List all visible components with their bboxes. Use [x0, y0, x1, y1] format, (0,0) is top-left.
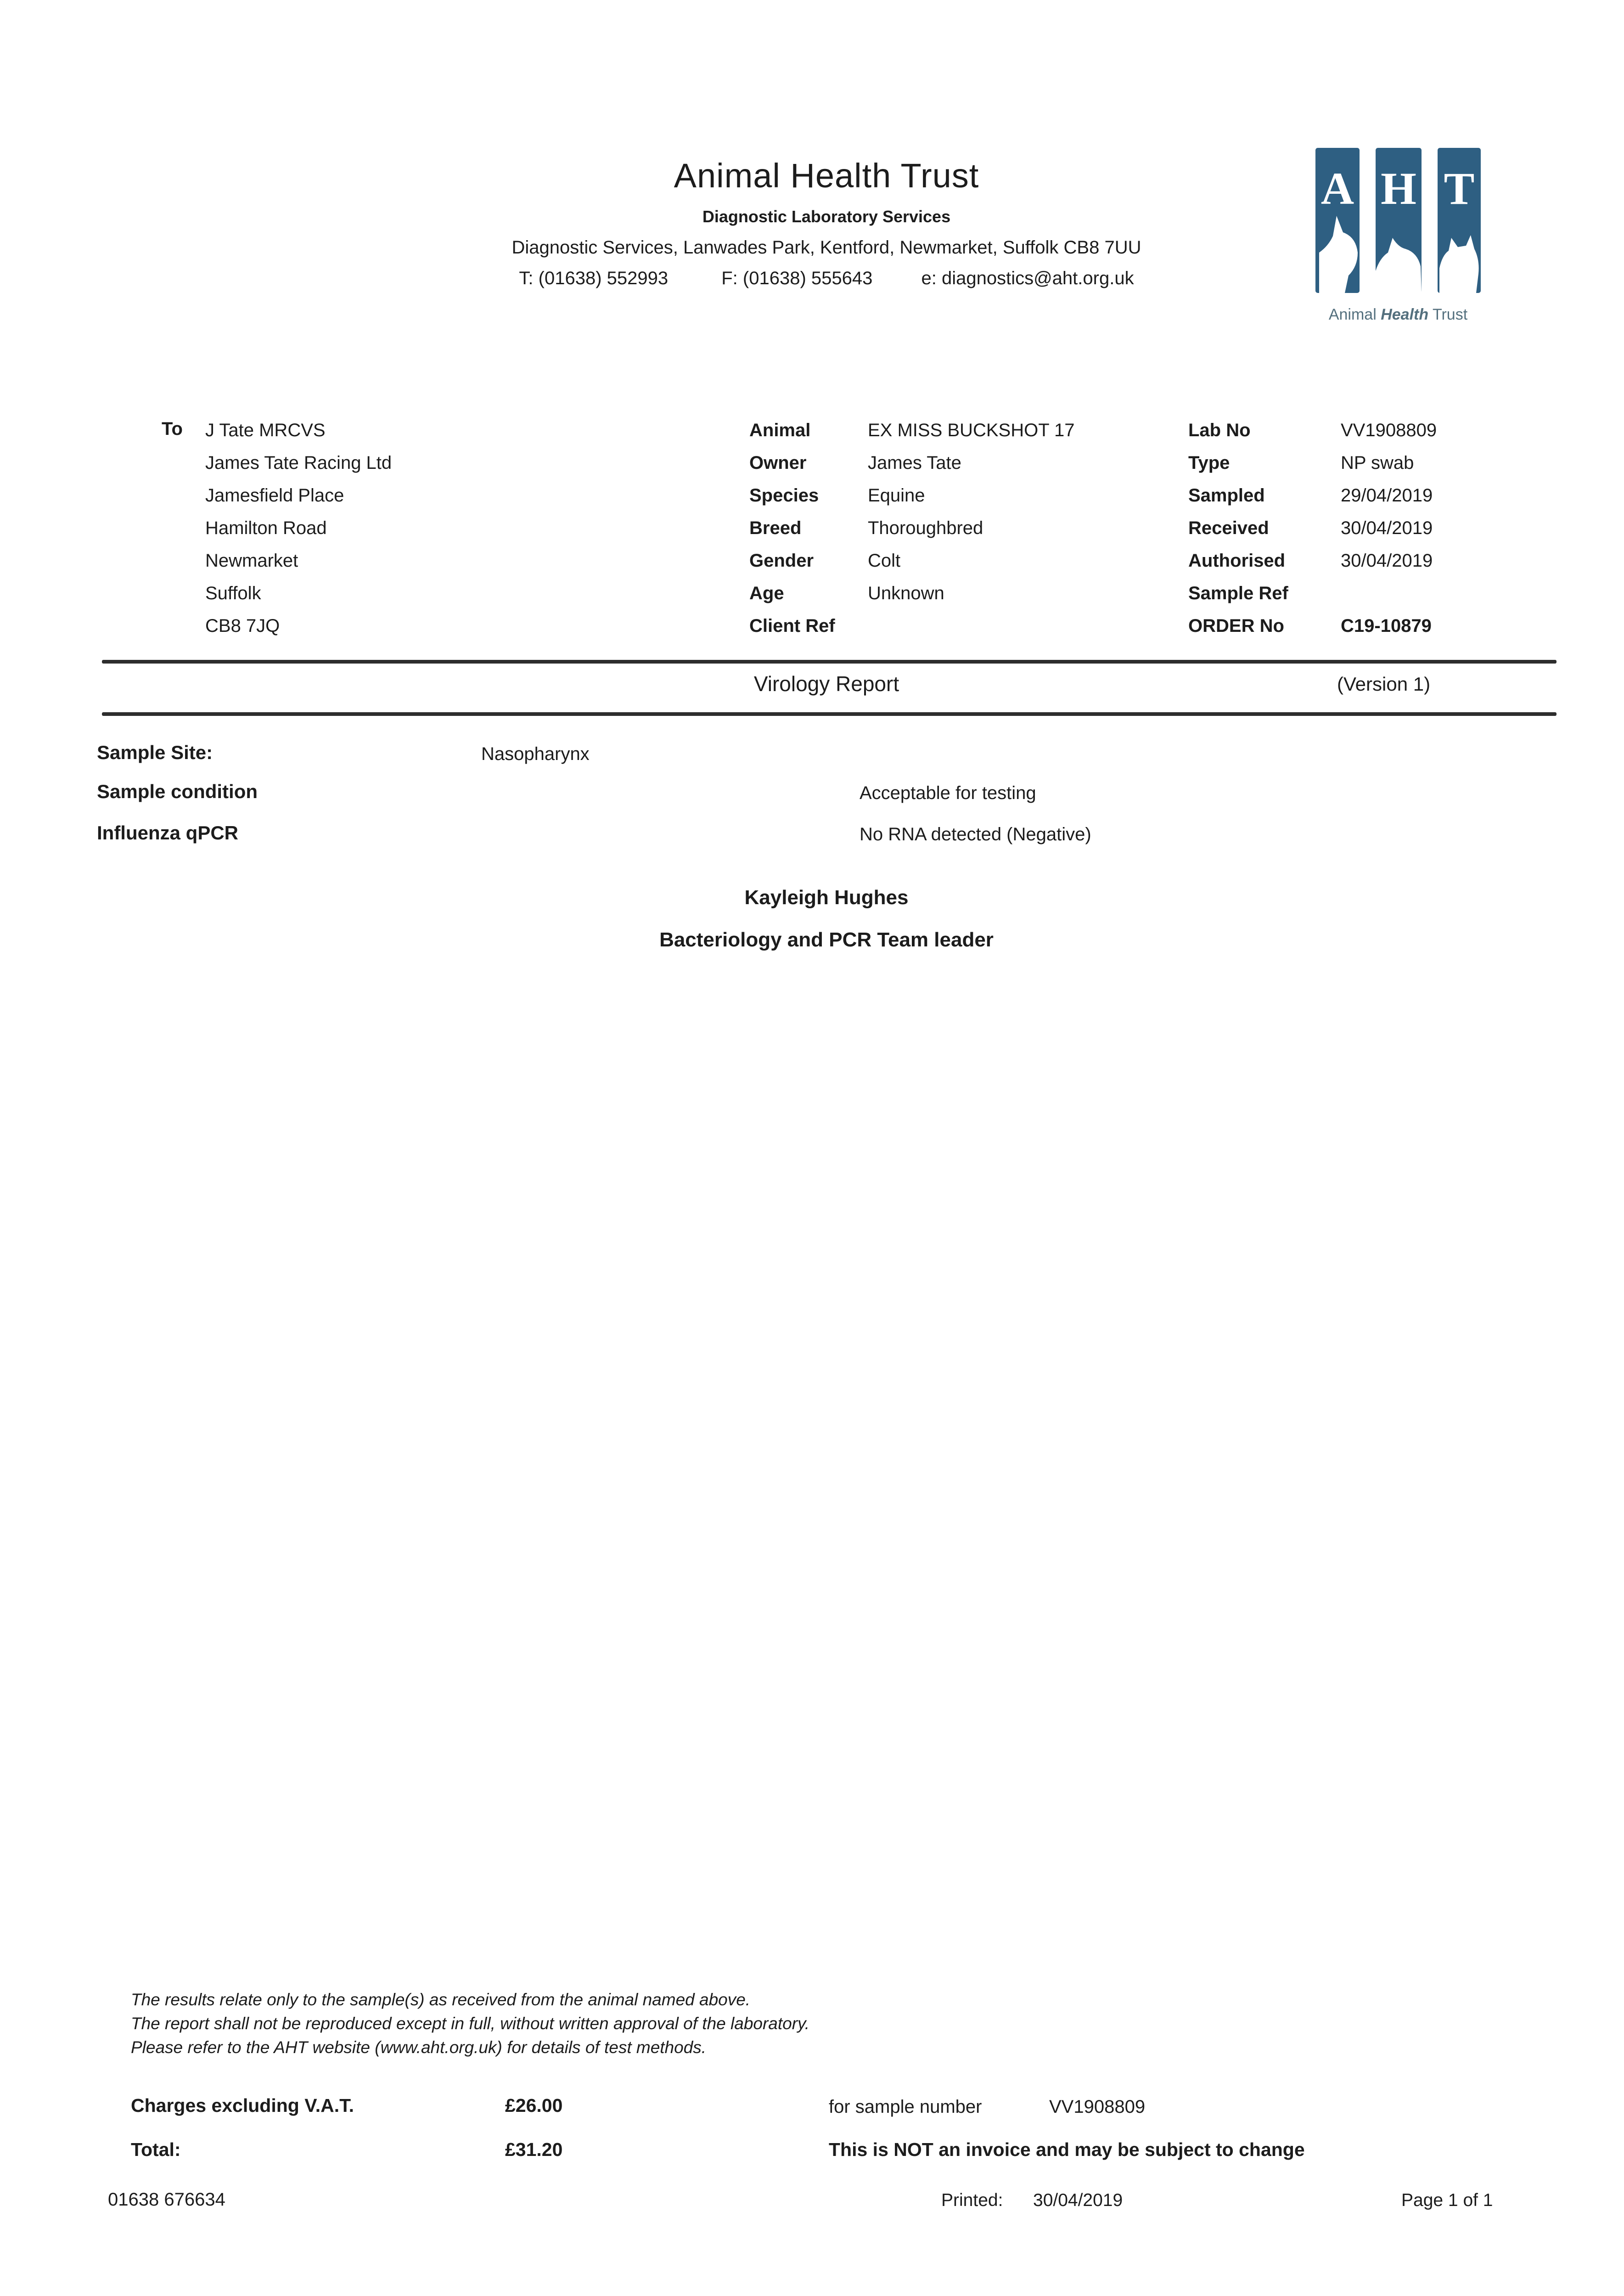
- field-label: Type: [1188, 453, 1230, 473]
- field-value: NP swab: [1341, 453, 1414, 473]
- field-label: Species: [749, 485, 819, 506]
- detail-row: [749, 451, 1075, 484]
- field-label: Sampled: [1188, 485, 1265, 506]
- sample-number: VV1908809: [1049, 2097, 1146, 2117]
- printed-label: Printed:: [941, 2190, 1003, 2210]
- field-label: Authorised: [1188, 551, 1286, 571]
- influenza-qpcr-value: No RNA detected (Negative): [860, 824, 1091, 844]
- field-value: Unknown: [868, 583, 944, 603]
- field-label: Lab No: [1188, 420, 1251, 440]
- field-label: Client Ref: [749, 616, 835, 636]
- field-label: Age: [749, 583, 784, 603]
- field-label: Gender: [749, 551, 814, 571]
- for-sample-number-label: for sample number: [829, 2097, 982, 2117]
- aht-logo: [1315, 148, 1481, 324]
- logo-caption-animal: Animal: [1328, 306, 1381, 323]
- recipient-line: James Tate Racing Ltd: [205, 453, 392, 473]
- horizontal-rule: [102, 660, 1557, 664]
- disclaimer-line: The report shall not be reproduced except in full, without written approval of the laboratory.: [131, 2014, 810, 2033]
- detail-row: [1188, 419, 1437, 451]
- field-value: VV1908809: [1341, 420, 1437, 440]
- recipient-line: Jamesfield Place: [205, 485, 344, 506]
- logo-letter-t: T: [1444, 163, 1475, 214]
- field-value: EX MISS BUCKSHOT 17: [868, 420, 1075, 440]
- phone-number: T: (01638) 552993: [519, 268, 669, 288]
- recipient-line: Newmarket: [205, 551, 298, 571]
- recipient-line: Hamilton Road: [205, 518, 327, 538]
- field-value: Thoroughbred: [868, 518, 983, 538]
- field-label: Sample Ref: [1188, 583, 1288, 603]
- detail-row: [1188, 582, 1437, 614]
- detail-row: [749, 614, 1075, 647]
- charges-label: Charges excluding V.A.T.: [131, 2095, 354, 2116]
- logo-caption: [1315, 306, 1481, 324]
- disclaimer: [131, 1989, 809, 2061]
- field-value: James Tate: [868, 453, 961, 473]
- field-value: 30/04/2019: [1341, 551, 1433, 571]
- signatory-role: Bacteriology and PCR Team leader: [659, 929, 994, 951]
- influenza-qpcr-label: Influenza qPCR: [97, 822, 239, 844]
- detail-row: [1188, 517, 1437, 549]
- report-version: (Version 1): [1337, 673, 1431, 695]
- detail-row: [1188, 614, 1437, 647]
- field-label: Animal: [749, 420, 811, 440]
- detail-row: [749, 517, 1075, 549]
- disclaimer-line: Please refer to the AHT website (www.aht.org.uk) for details of test methods.: [131, 2038, 707, 2057]
- detail-row: [1188, 451, 1437, 484]
- sample-site-label: Sample Site:: [97, 742, 213, 763]
- email-address: e: diagnostics@aht.org.uk: [921, 268, 1134, 288]
- aht-logo-graphic: [1315, 148, 1481, 293]
- invoice-notice: This is NOT an invoice and may be subject to change: [829, 2139, 1305, 2160]
- order-number: C19-10879: [1341, 616, 1432, 636]
- animal-details: [749, 419, 1075, 647]
- field-value: 29/04/2019: [1341, 485, 1433, 506]
- charges-value: £26.00: [505, 2095, 563, 2116]
- horizontal-rule: [102, 712, 1557, 716]
- recipient-address: [205, 419, 392, 647]
- recipient-line: Suffolk: [205, 583, 261, 603]
- detail-row: [1188, 484, 1437, 517]
- field-label: ORDER No: [1188, 616, 1284, 636]
- sample-condition-value: Acceptable for testing: [860, 783, 1036, 803]
- sample-condition-label: Sample condition: [97, 781, 258, 802]
- logo-letter-h: H: [1381, 163, 1416, 214]
- total-label: Total:: [131, 2139, 181, 2160]
- field-label: Owner: [749, 453, 807, 473]
- detail-row: [749, 549, 1075, 582]
- logo-caption-health: Health: [1381, 306, 1429, 323]
- field-value: 30/04/2019: [1341, 518, 1433, 538]
- detail-row: [1188, 549, 1437, 582]
- recipient-line: J Tate MRCVS: [205, 420, 326, 440]
- field-label: Breed: [749, 518, 802, 538]
- field-value: Equine: [868, 485, 925, 506]
- printed-date: 30/04/2019: [1033, 2190, 1123, 2210]
- page-number: Page 1 of 1: [1401, 2190, 1493, 2210]
- signatory-name: Kayleigh Hughes: [744, 886, 909, 909]
- fax-number: F: (01638) 555643: [721, 268, 873, 288]
- field-value: Colt: [868, 551, 901, 571]
- logo-letter-a: A: [1321, 163, 1354, 214]
- footer-phone: 01638 676634: [108, 2189, 225, 2210]
- report-title: Virology Report: [753, 672, 899, 696]
- org-title: Animal Health Trust: [674, 157, 979, 195]
- field-label: Received: [1188, 518, 1269, 538]
- detail-row: [749, 582, 1075, 614]
- lab-details: [1188, 419, 1437, 647]
- lab-address: Diagnostic Services, Lanwades Park, Kentford, Newmarket, Suffolk CB8 7UU: [511, 237, 1141, 258]
- detail-row: [749, 484, 1075, 517]
- detail-row: [749, 419, 1075, 451]
- logo-caption-trust: Trust: [1428, 306, 1468, 323]
- recipient-line: CB8 7JQ: [205, 616, 280, 636]
- to-label: To: [162, 419, 183, 439]
- department-subtitle: Diagnostic Laboratory Services: [702, 207, 951, 226]
- disclaimer-line: The results relate only to the sample(s) as received from the animal named above.: [131, 1990, 751, 2009]
- total-value: £31.20: [505, 2139, 563, 2160]
- sample-site-value: Nasopharynx: [481, 744, 590, 764]
